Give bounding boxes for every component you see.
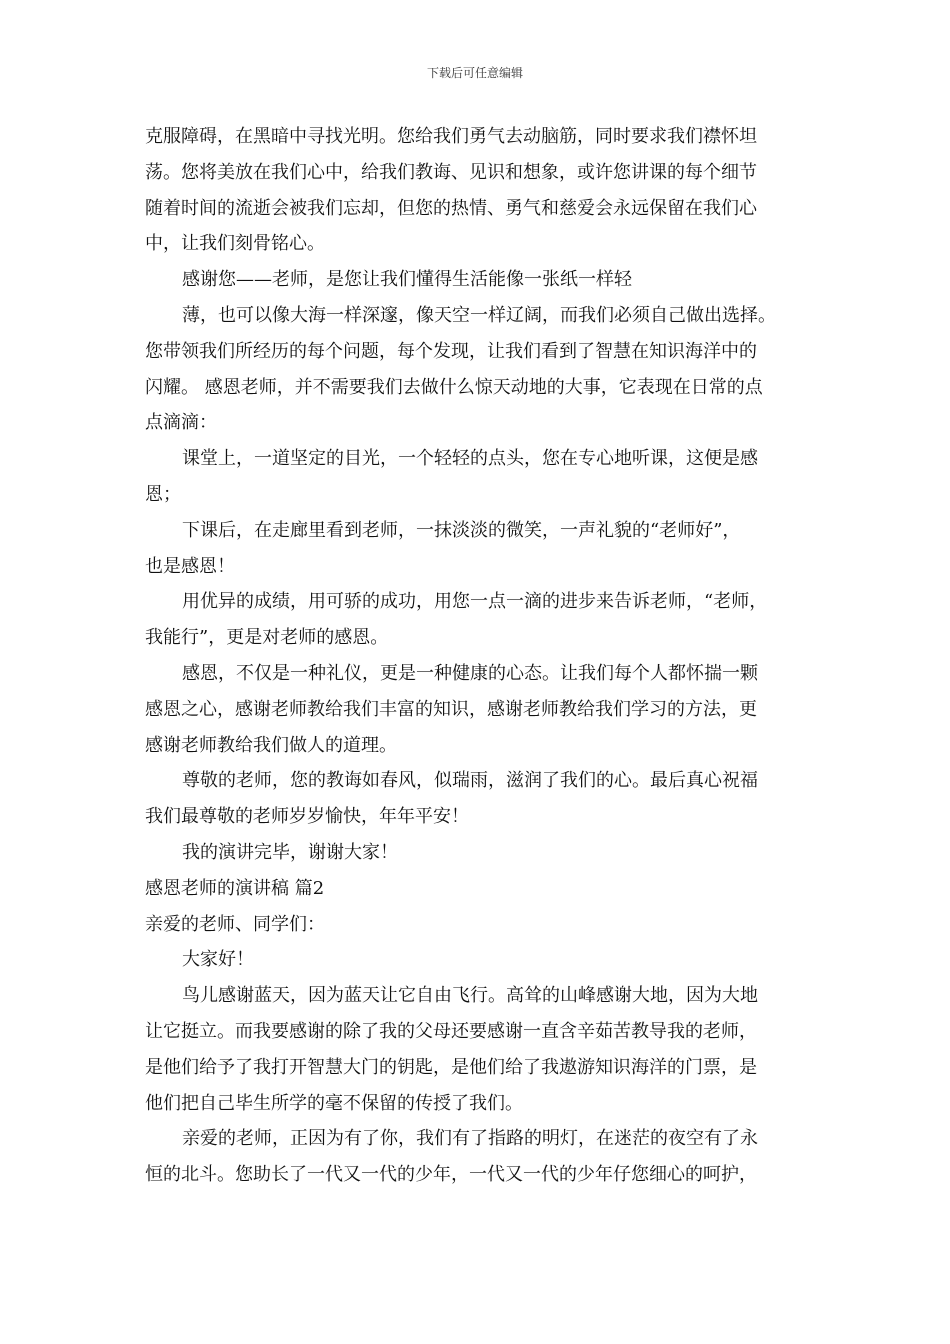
text-line: 薄，也可以像大海一样深邃，像天空一样辽阔，而我们必须自己做出选择。: [182, 304, 776, 326]
text-line: 课堂上，一道坚定的目光，一个轻轻的点头，您在专心地听课，这便是感: [182, 448, 758, 470]
page-header: 下载后可任意编辑: [426, 66, 523, 80]
text-line: 恒的北斗。您助长了一代又一代的少年，一代又一代的少年仔您细心的呵护，: [145, 1164, 757, 1186]
text-line: 克服障碍，在黑暗中寻找光明。您给我们勇气去动脑筋，同时要求我们襟怀坦: [145, 126, 757, 147]
text-line: 用优异的成绩，用可骄的成功，用您一点一滴的进步来告诉老师，“老师，: [182, 591, 768, 613]
text-line: 我能行”，更是对老师的感恩。: [145, 627, 389, 649]
text-line: 感谢老师教给我们做人的道理。: [145, 734, 397, 756]
text-line: 我的演讲完毕，谢谢大家！: [182, 841, 398, 863]
text-line: 荡。您将美放在我们心中，给我们教诲、见识和想象，或许您讲课的每个细节: [145, 161, 757, 183]
text-line: 感谢您——老师，是您让我们懂得生活能像一张纸一样轻: [182, 269, 632, 291]
text-line: 下课后，在走廊里看到老师，一抹淡淡的微笑，一声礼貌的“老师好”，: [182, 519, 741, 541]
text-line: 让它挺立。而我要感谢的除了我的父母还要感谢一直含辛茹苦教导我的老师，: [145, 1020, 757, 1042]
text-line: 感恩，不仅是一种礼仪，更是一种健康的心态。让我们每个人都怀揣一颗: [182, 662, 758, 684]
text-line: 您带领我们所经历的每个问题，每个发现，让我们看到了智慧在知识海洋中的: [145, 340, 757, 362]
text-line: 也是感恩！: [145, 555, 235, 577]
text-line: 点滴滴：: [145, 412, 217, 434]
text-line: 闪耀。 感恩老师，并不需要我们去做什么惊天动地的大事，它表现在日常的点: [145, 376, 763, 398]
text-line: 感恩之心，感谢老师教给我们丰富的知识，感谢老师教给我们学习的方法，更: [145, 698, 757, 720]
text-line: 尊敬的老师，您的教诲如春风，似瑞雨，滋润了我们的心。最后真心祝福: [182, 770, 758, 792]
section-heading: 感恩老师的演讲稿 篇2: [145, 877, 325, 899]
text-line: 恩；: [145, 483, 181, 505]
greeting: 大家好！: [182, 949, 254, 971]
salutation: 亲爱的老师、同学们：: [145, 913, 325, 935]
text-line: 他们把自己毕生所学的毫不保留的传授了我们。: [145, 1092, 523, 1114]
text-line: 是他们给予了我打开智慧大门的钥匙，是他们给了我遨游知识海洋的门票，是: [145, 1056, 757, 1078]
document-body: [145, 119, 815, 1193]
text-line: 中，让我们刻骨铭心。: [145, 233, 325, 255]
text-line: 我们最尊敬的老师岁岁愉快，年年平安！: [145, 806, 469, 828]
text-line: 亲爱的老师，正因为有了你，我们有了指路的明灯，在迷茫的夜空有了永: [182, 1128, 758, 1150]
text-line: 随着时间的流逝会被我们忘却，但您的热情、勇气和慈爱会永远保留在我们心: [145, 197, 757, 219]
text-line: 鸟儿感谢蓝天，因为蓝天让它自由飞行。高耸的山峰感谢大地，因为大地: [182, 985, 758, 1007]
